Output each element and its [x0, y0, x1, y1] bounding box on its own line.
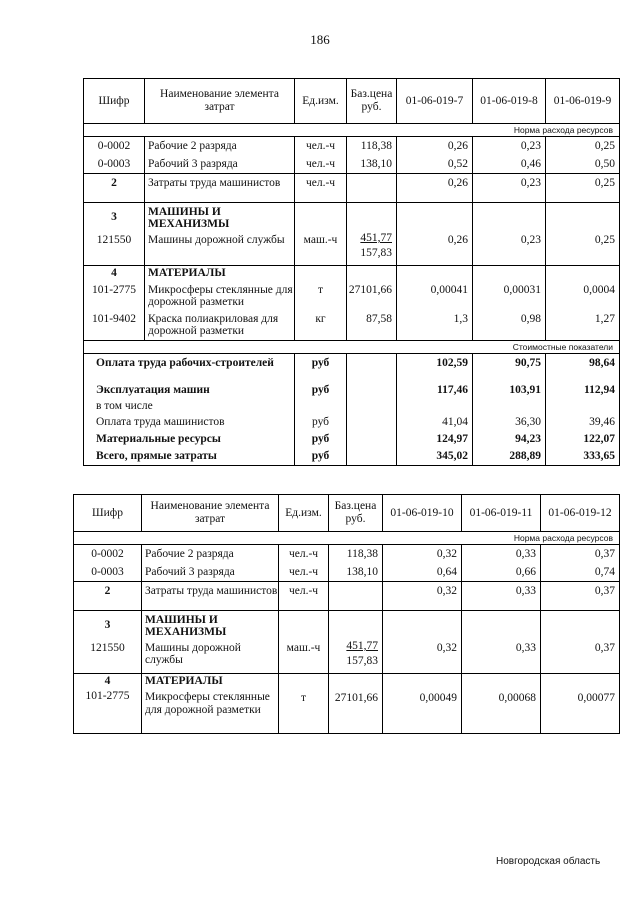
name-cell: Рабочий 3 разряда	[148, 158, 238, 170]
value-cell: 0,32	[436, 642, 457, 654]
cost-block	[84, 354, 619, 465]
code-cell: 0-0003	[97, 158, 131, 170]
name-cell: Краска полиакриловая для дорожной разметки	[148, 313, 279, 337]
code-cell: 4	[104, 675, 111, 687]
value-cell: 0,32	[436, 585, 457, 597]
name-cell: Рабочий 3 разряда	[145, 566, 235, 578]
price-cell: 138,10	[346, 566, 378, 578]
unit-cell: маш.-ч	[303, 234, 338, 246]
cost-unit: руб	[311, 384, 330, 396]
cost-value: 36,30	[515, 416, 541, 428]
cost-value: 90,75	[515, 357, 541, 369]
value-cell: 0,0004	[583, 284, 615, 296]
section-title: МАШИНЫ И МЕХАНИЗМЫ	[148, 206, 230, 230]
table-row-group	[74, 582, 619, 611]
table-row-group	[74, 611, 619, 674]
price-cell: 27101,66	[334, 692, 378, 704]
cost-value: 41,04	[442, 416, 468, 428]
cost-name: Оплата труда машинистов	[96, 416, 225, 428]
cost-value: 102,59	[436, 357, 468, 369]
value-cell: 0,26	[447, 140, 468, 152]
unit-cell: т	[300, 692, 307, 704]
value-cell: 0,00041	[430, 284, 468, 296]
value-cell: 0,00077	[577, 692, 615, 704]
code-cell: 4	[111, 267, 117, 279]
cost-value: 288,89	[509, 450, 541, 462]
value-cell: 0,00049	[419, 692, 457, 704]
section-title: МАТЕРИАЛЫ	[145, 675, 223, 687]
value-cell: 0,33	[515, 642, 536, 654]
table-row-group	[84, 203, 619, 266]
cost-value: 122,07	[583, 433, 615, 445]
section-title: МАШИНЫ И МЕХАНИЗМЫ	[145, 614, 227, 638]
header-col-2: 01-06-019-11	[462, 495, 541, 531]
header-unit: Ед.изм.	[295, 79, 347, 123]
cost-value: 39,46	[589, 416, 615, 428]
price-cell	[347, 174, 396, 192]
unit-cell: кг	[315, 313, 326, 325]
page-number: 186	[310, 32, 330, 47]
value-cell: 0,00068	[498, 692, 536, 704]
name-cell: Рабочие 2 разряда	[148, 140, 237, 152]
value-cell: 0,25	[594, 140, 615, 152]
header-code: Шифр	[84, 79, 145, 123]
cost-name: Эксплуатация машин	[96, 384, 210, 396]
table-row-group	[84, 266, 619, 341]
table-row-group	[74, 545, 619, 582]
code-cell: 121550	[96, 234, 132, 246]
header-col-3: 01-06-019-9	[553, 94, 612, 107]
resource-table-1	[83, 78, 620, 466]
value-cell: 1,27	[594, 313, 615, 325]
unit-cell: чел.-ч	[288, 566, 319, 578]
unit-cell: чел.-ч	[288, 585, 319, 597]
code-cell: 101-2775	[91, 284, 137, 296]
value-cell: 0,37	[594, 585, 615, 597]
value-cell: 0,98	[520, 313, 541, 325]
code-cell: 0-0003	[91, 566, 124, 578]
price-cell: 27101,66	[348, 284, 392, 296]
price-cell: 118,38	[360, 140, 392, 152]
unit-cell: чел.-ч	[305, 158, 336, 170]
value-cell: 0,33	[515, 548, 536, 560]
value-cell: 0,64	[436, 566, 457, 578]
price-cell	[329, 582, 382, 600]
value-cell: 0,46	[520, 158, 541, 170]
unit-cell: чел.-ч	[288, 548, 319, 560]
price-cell: 451,77	[346, 640, 378, 652]
cost-value: 94,23	[515, 433, 541, 445]
unit-cell: т	[317, 284, 324, 296]
value-cell: 0,33	[515, 585, 536, 597]
cost-unit: руб	[311, 450, 330, 462]
name-cell: Рабочие 2 разряда	[145, 548, 234, 560]
cost-value: 117,46	[437, 384, 468, 396]
header-price: Баз.цена руб.	[347, 79, 397, 123]
table-header	[84, 79, 619, 124]
price-cell: 157,83	[360, 247, 392, 259]
value-cell: 0,26	[447, 234, 468, 246]
code-cell: 3	[104, 619, 111, 631]
name-cell: Микросферы стеклянные для дорожной разметки	[145, 691, 270, 716]
price-cell: 118,38	[346, 548, 378, 560]
value-cell: 0,52	[447, 158, 468, 170]
name-cell: Машины дорожной службы	[145, 642, 241, 666]
cost-name: Материальные ресурсы	[96, 433, 221, 445]
value-cell: 0,37	[594, 642, 615, 654]
table-header	[74, 495, 619, 532]
name-cell: Затраты труда машинистов	[148, 177, 281, 189]
name-cell: Микросферы стеклянные для дорожной разметки	[148, 284, 293, 308]
cost-value: 103,91	[509, 384, 541, 396]
section-title: МАТЕРИАЛЫ	[148, 267, 226, 279]
cost-name: Оплата труда рабочих-строителей	[96, 357, 274, 369]
cost-value: 345,02	[436, 450, 468, 462]
unit-cell: чел.-ч	[305, 177, 336, 189]
header-col-2: 01-06-019-8	[473, 79, 546, 123]
code-cell: 3	[111, 211, 117, 223]
cost-unit: руб	[311, 357, 330, 369]
value-cell: 1,3	[453, 313, 468, 325]
value-cell: 0,23	[520, 234, 541, 246]
section-norm-label: Норма расхода ресурсов	[74, 532, 619, 545]
value-cell: 0,32	[436, 548, 457, 560]
section-cost-label: Стоимостные показатели	[84, 341, 619, 354]
value-cell: 0,26	[447, 177, 468, 189]
cost-value: 112,94	[584, 384, 615, 396]
header-col-1: 01-06-019-7	[397, 79, 473, 123]
header-name: Наименование элемента затрат	[145, 79, 295, 123]
code-cell: 2	[104, 585, 111, 597]
unit-cell: маш.-ч	[286, 642, 321, 654]
unit-cell: чел.-ч	[305, 140, 336, 152]
price-cell: 157,83	[346, 655, 378, 667]
code-cell: 0-0002	[91, 548, 124, 560]
section-norm-label: Норма расхода ресурсов	[84, 124, 619, 137]
value-cell: 0,23	[520, 140, 541, 152]
value-cell: 0,50	[594, 158, 615, 170]
code-cell: 2	[111, 177, 117, 189]
code-cell: 0-0002	[97, 140, 131, 152]
header-col-1: 01-06-019-10	[383, 495, 462, 531]
value-cell: 0,25	[594, 234, 615, 246]
footer-region: Новгородская область	[496, 856, 601, 867]
table-row-group	[74, 674, 619, 733]
header-col-3: 01-06-019-12	[548, 506, 612, 519]
header-price: Баз.цена руб.	[329, 495, 383, 531]
value-cell: 0,23	[520, 177, 541, 189]
name-cell: Затраты труда машинистов	[145, 585, 278, 597]
value-cell: 0,66	[515, 566, 536, 578]
code-cell: 101-2775	[85, 690, 130, 702]
header-unit: Ед.изм.	[279, 495, 329, 531]
cost-value: 124,97	[436, 433, 468, 445]
code-cell: 121550	[90, 642, 125, 654]
cost-value: 98,64	[589, 357, 615, 369]
header-code: Шифр	[74, 495, 142, 531]
cost-unit: руб	[311, 416, 330, 428]
resource-table-2	[73, 494, 620, 734]
value-cell: 0,00031	[503, 284, 541, 296]
value-cell: 0,37	[594, 548, 615, 560]
cost-value: 333,65	[583, 450, 615, 462]
price-cell: 87,58	[366, 313, 392, 325]
value-cell: 0,25	[594, 177, 615, 189]
cost-unit: руб	[311, 433, 330, 445]
cost-name: Всего, прямые затраты	[96, 450, 217, 462]
code-cell: 101-9402	[91, 313, 137, 325]
price-cell: 451,77	[360, 232, 392, 244]
value-cell: 0,74	[594, 566, 615, 578]
table-row-group	[84, 137, 619, 174]
header-name: Наименование элемента затрат	[142, 495, 279, 531]
price-cell: 138,10	[360, 158, 392, 170]
cost-name: в том числе	[96, 400, 153, 412]
name-cell: Машины дорожной службы	[148, 234, 285, 246]
table-row-group	[84, 174, 619, 203]
